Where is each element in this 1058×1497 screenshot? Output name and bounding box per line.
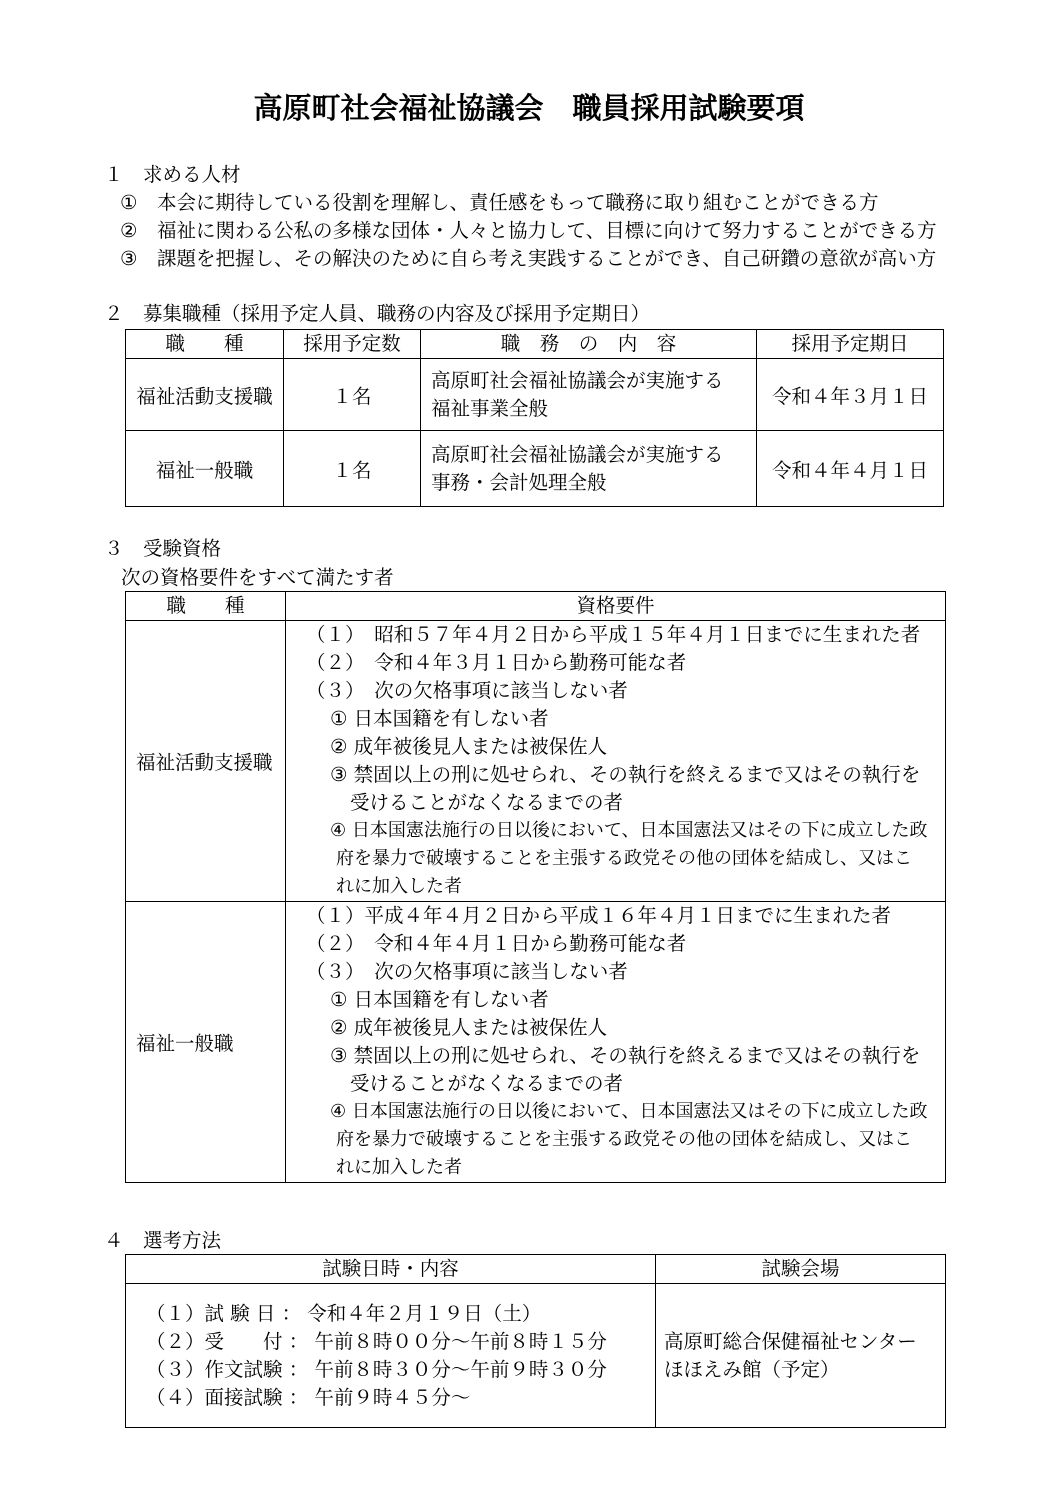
section-3-subheading: 次の資格要件をすべて満たす者 — [121, 566, 394, 589]
recruitment-table — [125, 329, 944, 507]
table-row — [126, 621, 946, 902]
item-number: ② — [120, 219, 138, 242]
table-header: 職 務 の 内 容 — [421, 330, 757, 359]
job-type: 福祉一般職 — [126, 431, 284, 507]
table-row — [126, 431, 944, 507]
item-number: ① — [120, 191, 138, 214]
item-text: 本会に期待している役割を理解し、責任感をもって職務に取り組むことができる方 — [157, 191, 879, 214]
table-header: 試験日時・内容 — [126, 1255, 656, 1284]
job-date: 令和４年４月１日 — [757, 431, 944, 507]
job-duty: 高原町社会福祉協議会が実施する 事務・会計処理全般 — [421, 431, 757, 507]
list-item — [120, 191, 879, 215]
list-item — [120, 219, 937, 243]
job-type: 福祉活動支援職 — [126, 621, 286, 902]
job-count: １名 — [284, 431, 421, 507]
table-header: 採用予定期日 — [757, 330, 944, 359]
section-4-heading: ４ 選考方法 — [104, 1229, 222, 1252]
job-date: 令和４年３月１日 — [757, 359, 944, 431]
table-header: 資格要件 — [286, 592, 946, 621]
table-row — [126, 359, 944, 431]
requirements-cell: （１） 昭和５７年４月２日から平成１５年４月１日までに生まれた者 （２） 令和４年３月１日から勤務可能な者 （３） 次の欠格事項に該当しない者 ① 日本国籍を有しない者 ② 成年被後見人または被保佐人 ③ 禁固以上の刑に処せられ、その執行を終えるまで又はその執行を 受けることがなくなるまでの者 ④ 日本国憲法施行の日以後において、日本国憲法又はその下に成立した政 府を暴力で破壊することを主張する政党その他の団体を結成し、又はこ れに加入した者 — [286, 621, 946, 902]
exam-schedule: （１）試 験 日 ： 令和４年２月１９日（土） （２）受 付 ： 午前８時００分～午前８時１５分 （３）作文試験 ： 午前８時３０分～午前９時３０分 （４）面接試験 ： 午前９時４５分～ — [126, 1284, 656, 1428]
table-header: 試験会場 — [656, 1255, 946, 1284]
table-row — [126, 1284, 946, 1428]
qualification-table — [125, 591, 946, 1183]
section-2-heading: ２ 募集職種（採用予定人員、職務の内容及び採用予定期日） — [104, 302, 651, 325]
list-item — [120, 247, 936, 271]
section-3-heading: ３ 受験資格 — [104, 537, 222, 560]
selection-table — [125, 1254, 946, 1428]
section-1-heading: １ 求める人材 — [104, 163, 241, 186]
exam-venue: 高原町総合保健福祉センター ほほえみ館（予定） — [656, 1284, 946, 1428]
item-text: 課題を把握し、その解決のために自ら考え実践することができ、自己研鑽の意欲が高い方 — [157, 247, 937, 270]
job-type: 福祉活動支援職 — [126, 359, 284, 431]
job-count: １名 — [284, 359, 421, 431]
table-header: 職 種 — [126, 592, 286, 621]
table-row — [126, 902, 946, 1183]
item-number: ③ — [120, 247, 138, 270]
requirements-cell: （１）平成４年４月２日から平成１６年４月１日までに生まれた者 （２） 令和４年４月１日から勤務可能な者 （３） 次の欠格事項に該当しない者 ① 日本国籍を有しない者 ② 成年被後見人または被保佐人 ③ 禁固以上の刑に処せられ、その執行を終えるまで又はその執行を 受けることがなくなるまでの者 ④ 日本国憲法施行の日以後において、日本国憲法又はその下に成立した政 府を暴力で破壊することを主張する政党その他の団体を結成し、又はこ れに加入した者 — [286, 902, 946, 1183]
document-title: 高原町社会福祉協議会 職員採用試験要項 — [253, 91, 805, 125]
job-duty: 高原町社会福祉協議会が実施する 福祉事業全般 — [421, 359, 757, 431]
item-text: 福祉に関わる公私の多様な団体・人々と協力して、目標に向けて努力することができる方 — [157, 219, 937, 242]
table-header: 職 種 — [126, 330, 284, 359]
table-header: 採用予定数 — [284, 330, 421, 359]
job-type: 福祉一般職 — [126, 902, 286, 1183]
